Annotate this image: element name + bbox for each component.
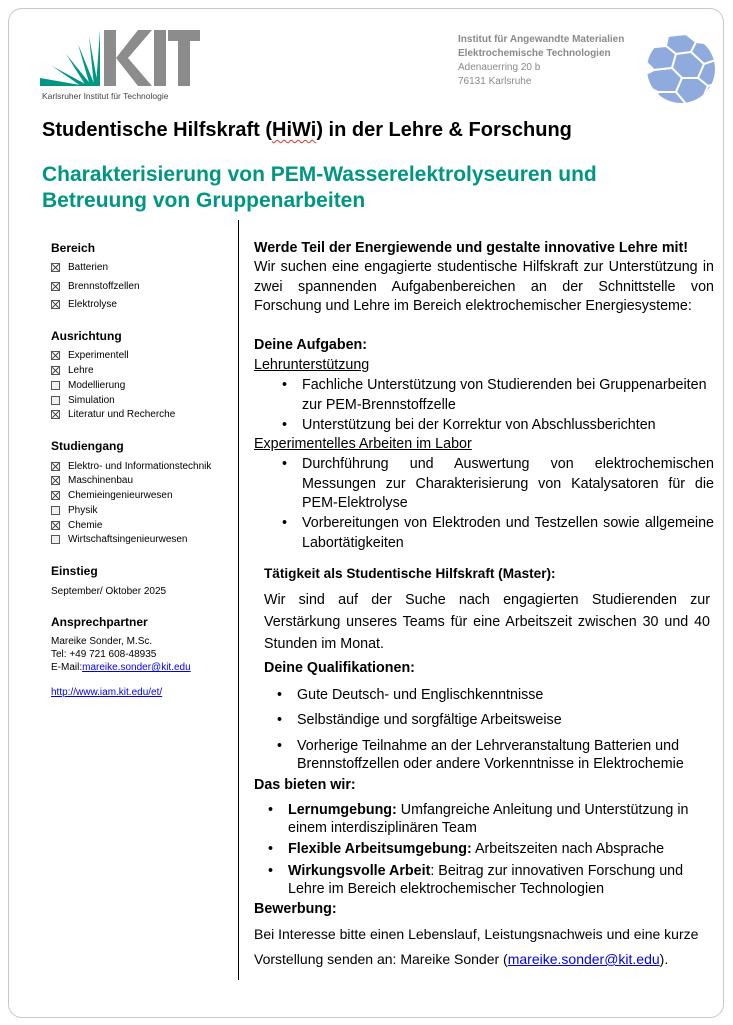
apply-heading: Bewerbung: — [254, 901, 337, 917]
ausrichtung-item[interactable]: Experimentell — [51, 350, 129, 361]
ausrichtung-item[interactable]: Simulation — [51, 395, 115, 406]
hiwi-word: HiWi — [272, 119, 317, 141]
ausrichtung-item[interactable]: Lehre — [51, 365, 94, 376]
bullet-icon: • — [277, 712, 283, 728]
checkbox-icon[interactable] — [51, 410, 60, 419]
studiengang-item[interactable]: Chemieingenieurwesen — [51, 490, 173, 501]
website-link[interactable]: http://www.iam.kit.edu/et/ — [51, 687, 163, 698]
qualification-item: • Vorherige Teilnahme an der Lehrveranstaltung Batterien und Brennstoffzellen oder andere Vorkenntnisse in Elektrochemie — [277, 738, 684, 772]
checkbox-icon[interactable] — [51, 521, 60, 530]
contact-tel: Tel: +49 721 608-48935 — [51, 649, 157, 660]
bullet-icon: • — [277, 687, 283, 703]
einstieg-heading: Einstieg — [51, 564, 98, 578]
contact-heading: Ansprechpartner — [51, 615, 148, 629]
checkbox-icon[interactable] — [51, 282, 60, 291]
offer-heading: Das bieten wir: — [254, 777, 356, 793]
studiengang-item[interactable]: Maschinenbau — [51, 475, 133, 486]
checkbox-icon[interactable] — [51, 300, 60, 309]
bullet-icon: • — [268, 841, 274, 857]
checkbox-icon[interactable] — [51, 263, 60, 272]
page-title: Studentische Hilfskraft (HiWi) in der Lehre & Forschung — [42, 119, 572, 141]
institute-globe-logo — [646, 34, 716, 104]
apply-line-2: Vorstellung senden an: Mareike Sonder (mareike.sonder@kit.edu). — [254, 951, 669, 967]
bullet-icon: • — [282, 456, 288, 472]
tasks-heading: Deine Aufgaben: — [254, 337, 368, 353]
checkbox-icon[interactable] — [51, 476, 60, 485]
intro-text: Wir suchen eine engagierte studentische Hilfskraft zur Unterstützung in zwei spannenden Aufgabenbereichen an der Schnittstelle von Forschung und Lehre im Bereich elektrochemischer Energiesysteme: — [254, 259, 714, 315]
column-divider — [238, 220, 239, 980]
qualifications-heading: Deine Qualifikationen: — [264, 660, 415, 676]
offer-item: • Flexible Arbeitsumgebung: Arbeitszeiten nach Absprache — [268, 841, 665, 857]
institute-street: Adenauerring 20 b — [458, 62, 541, 73]
studiengang-item[interactable]: Wirtschaftsingenieurwesen — [51, 534, 188, 545]
institute-city: 76131 Karlsruhe — [458, 76, 532, 87]
bullet-icon: • — [282, 377, 288, 393]
role-text: Wir sind auf der Suche nach engagierten Studierenden zur Verstärkung unseres Teams für eine Arbeitszeit zwischen 30 und 40 Stunden im Monat. — [264, 592, 710, 652]
checkbox-icon[interactable] — [51, 462, 60, 471]
bullet-icon: • — [268, 802, 274, 818]
qualification-item: • Selbständige und sorgfältige Arbeitsweise — [297, 711, 709, 731]
studiengang-item[interactable]: Elektro- und Informationstechnik — [51, 461, 211, 472]
bereich-item[interactable]: Elektrolyse — [51, 299, 117, 310]
teaching-heading: Lehrunterstützung — [254, 357, 370, 373]
intro-heading: Werde Teil der Energiewende und gestalte innovative Lehre mit! — [254, 240, 689, 256]
checkbox-icon[interactable] — [51, 351, 60, 360]
lab-item: • Vorbereitungen von Elektroden und Testzellen sowie allgemeine Labortätigkeiten — [282, 515, 714, 551]
contact-email-row: E-Mail:mareike.sonder@kit.edu — [51, 662, 191, 673]
teaching-item: • Fachliche Unterstützung von Studierenden bei Gruppenarbeiten zur PEM-Brennstoffzelle — [282, 377, 707, 413]
contact-name: Mareike Sonder, M.Sc. — [51, 636, 153, 647]
ausrichtung-heading: Ausrichtung — [51, 329, 122, 343]
qualification-item: • Gute Deutsch- und Englischkenntnisse — [297, 686, 709, 706]
lab-heading: Experimentelles Arbeiten im Labor — [254, 436, 472, 452]
role-heading: Tätigkeit als Studentische Hilfskraft (Master): — [264, 566, 556, 581]
studiengang-item[interactable]: Physik — [51, 505, 97, 516]
checkbox-icon[interactable] — [51, 366, 60, 375]
apply-email-link[interactable]: mareike.sonder@kit.edu — [507, 951, 660, 967]
ausrichtung-item[interactable]: Literatur und Recherche — [51, 409, 175, 420]
institute-address — [458, 33, 624, 89]
offer-item: • Lernumgebung: Umfangreiche Anleitung und Unterstützung in einem interdisziplinären Team — [268, 802, 689, 836]
einstieg-value: September/ Oktober 2025 — [51, 586, 167, 597]
studiengang-heading: Studiengang — [51, 439, 124, 453]
bullet-icon: • — [282, 515, 288, 531]
apply-line-1: Bei Interesse bitte einen Lebenslauf, Leistungsnachweis und eine kurze — [254, 926, 699, 942]
website-row — [51, 687, 162, 698]
bullet-icon: • — [268, 863, 274, 879]
checkbox-icon[interactable] — [51, 535, 60, 544]
institute-name: Institut für Angewandte Materialien — [458, 34, 625, 45]
bereich-heading: Bereich — [51, 241, 96, 255]
checkbox-icon[interactable] — [51, 396, 60, 405]
contact-email-link[interactable]: mareike.sonder@kit.edu — [82, 662, 191, 673]
teaching-item: • Unterstützung bei der Korrektur von Abschlussberichten — [302, 416, 714, 436]
checkbox-icon[interactable] — [51, 381, 60, 390]
institute-department: Elektrochemische Technologien — [458, 48, 611, 59]
bereich-item[interactable]: Batterien — [51, 262, 108, 273]
studiengang-item[interactable]: Chemie — [51, 520, 102, 531]
checkbox-icon[interactable] — [51, 491, 60, 500]
ausrichtung-item[interactable]: Modellierung — [51, 380, 125, 391]
logo-subtitle: Karlsruher Institut für Technologie — [42, 91, 169, 101]
lab-item: • Durchführung und Auswertung von elektrochemischen Messungen zur Charakterisierung von Katalysatoren für die PEM-Elektrolyse — [282, 456, 714, 512]
page-subtitle: Charakterisierung von PEM-Wasserelektrolyseuren und Betreuung von Gruppenarbeiten — [42, 163, 597, 212]
bereich-item[interactable]: Brennstoffzellen — [51, 281, 140, 292]
bullet-icon: • — [277, 738, 283, 754]
bullet-icon: • — [282, 417, 288, 433]
checkbox-icon[interactable] — [51, 506, 60, 515]
offer-item: • Wirkungsvolle Arbeit: Beitrag zur innovativen Forschung und Lehre im Bereich elektrochemischer Technologien — [268, 863, 684, 897]
